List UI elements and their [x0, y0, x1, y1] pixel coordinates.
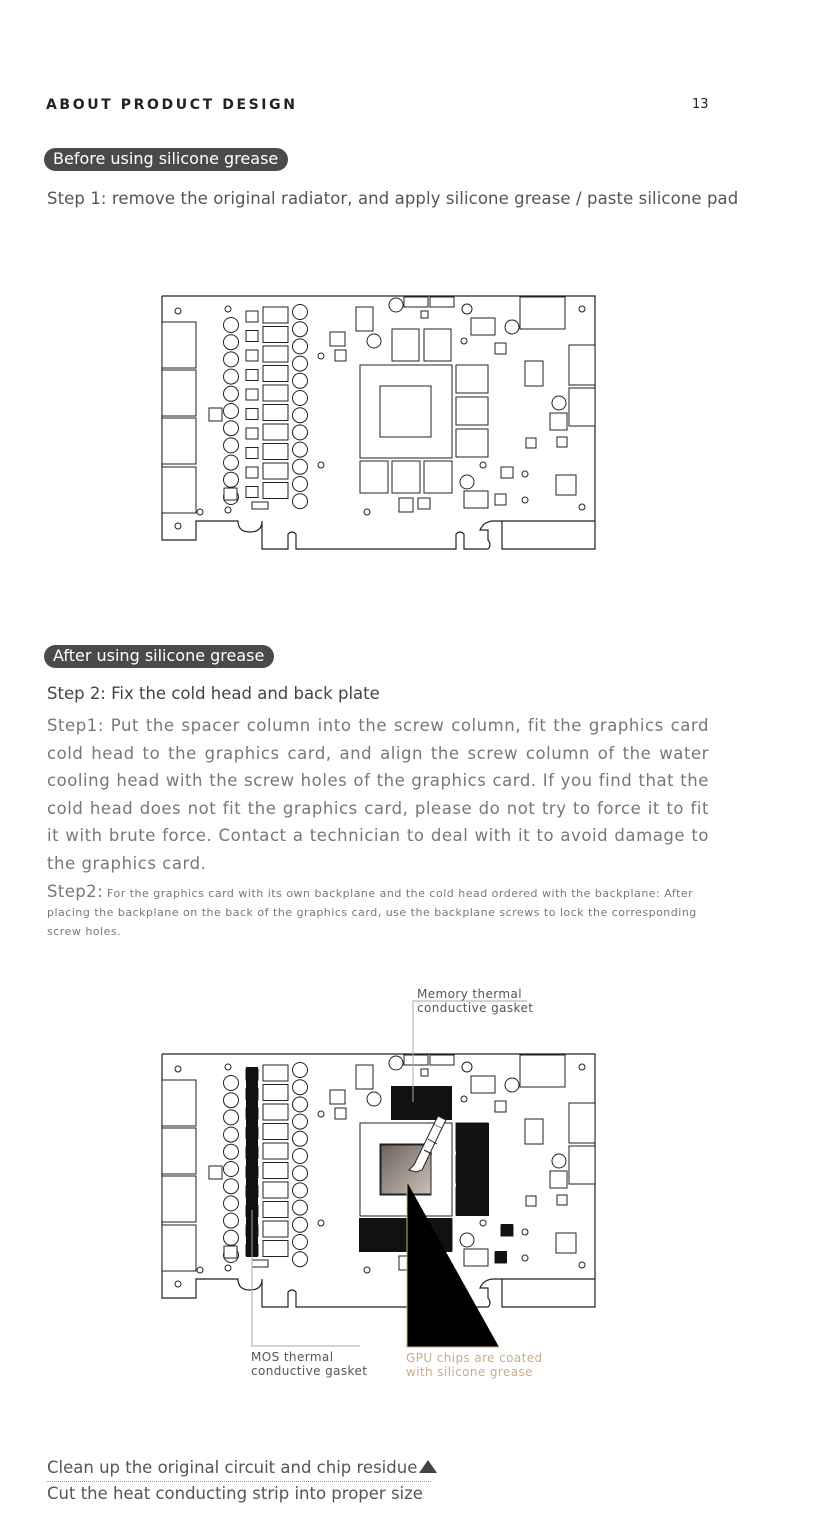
small-component	[421, 311, 428, 318]
connector-block	[569, 1103, 595, 1143]
inductor	[263, 366, 288, 382]
inductor	[263, 405, 288, 421]
small-component	[404, 297, 428, 307]
mounting-hole	[579, 1262, 585, 1268]
capacitor	[293, 1235, 308, 1250]
small-component	[526, 438, 536, 448]
connector-block	[162, 1176, 196, 1222]
gpu-grease-label: GPU chips are coated with silicone grease	[406, 1351, 543, 1379]
small-component	[399, 498, 413, 512]
mounting-hole	[175, 1066, 181, 1072]
capacitor	[505, 320, 519, 334]
small-component	[418, 498, 430, 509]
memory-chip	[392, 461, 420, 493]
small-component	[550, 413, 567, 430]
inductor	[263, 1221, 288, 1237]
inductor	[263, 1143, 288, 1159]
capacitor	[293, 1063, 308, 1078]
capacitor	[552, 396, 566, 410]
small-square	[246, 448, 258, 459]
inductor	[263, 1182, 288, 1198]
memory-chip	[456, 365, 488, 393]
small-component	[501, 467, 513, 478]
small-component	[356, 307, 373, 331]
small-square	[246, 311, 258, 322]
memory-chip	[424, 329, 451, 361]
memory-chip	[360, 461, 388, 493]
inductor	[263, 1085, 288, 1101]
small-component	[556, 1233, 576, 1253]
connector-block	[162, 1080, 196, 1126]
capacitor	[293, 425, 308, 440]
small-component	[526, 1196, 536, 1206]
capacitor	[293, 1217, 308, 1232]
small-component	[464, 491, 488, 508]
capacitor	[224, 404, 239, 419]
small-square	[246, 370, 258, 381]
capacitor	[224, 1127, 239, 1142]
capacitor	[293, 339, 308, 354]
small-component	[556, 475, 576, 495]
inductor	[263, 1163, 288, 1179]
small-component	[404, 1055, 428, 1065]
capacitor	[462, 1062, 472, 1072]
small-component	[335, 1108, 346, 1119]
inductor	[263, 463, 288, 479]
via	[364, 1267, 370, 1273]
small-component	[224, 488, 237, 500]
memory-thermal-pad	[391, 1086, 452, 1120]
capacitor	[224, 369, 239, 384]
step2-title: Step 2: Fix the cold head and back plate	[47, 684, 380, 703]
capacitor	[552, 1154, 566, 1168]
connector-block	[162, 322, 196, 368]
capacitor	[293, 1166, 308, 1181]
inductor	[263, 385, 288, 401]
capacitor	[224, 1213, 239, 1228]
via	[522, 497, 528, 503]
memory-thermal-pad	[495, 1251, 507, 1263]
connector-block	[569, 388, 595, 426]
capacitor	[293, 408, 308, 423]
small-component	[557, 1195, 567, 1205]
small-square	[246, 409, 258, 420]
small-component	[430, 297, 454, 307]
small-square	[246, 331, 258, 342]
mounting-hole	[175, 523, 181, 529]
board-diagram-after	[162, 1054, 595, 1307]
small-component	[421, 1069, 428, 1076]
step2-label: Step2:	[47, 882, 104, 901]
small-component	[525, 1119, 543, 1144]
capacitor	[293, 1200, 308, 1215]
small-component	[224, 1246, 237, 1258]
small-component	[330, 1090, 345, 1104]
capacitor	[293, 1252, 308, 1267]
via	[461, 1096, 467, 1102]
small-square	[246, 350, 258, 361]
via	[461, 338, 467, 344]
inductor	[263, 346, 288, 362]
inductor	[263, 1241, 288, 1257]
capacitor	[224, 421, 239, 436]
via	[318, 353, 324, 359]
before-badge: Before using silicone grease	[44, 148, 288, 171]
mounting-hole	[175, 1281, 181, 1287]
capacitor	[389, 1056, 403, 1070]
after-badge: After using silicone grease	[44, 645, 274, 668]
capacitor	[293, 322, 308, 337]
connector-block	[162, 467, 196, 513]
capacitor	[293, 494, 308, 509]
small-component	[209, 1166, 222, 1179]
capacitor	[293, 1097, 308, 1112]
inductor	[263, 1124, 288, 1140]
footer-line-1-text: Clean up the original circuit and chip residue	[47, 1458, 418, 1477]
inductor	[263, 1065, 288, 1081]
inductor	[263, 1202, 288, 1218]
capacitor	[505, 1078, 519, 1092]
via	[225, 1265, 231, 1271]
memory-thermal-pad	[501, 1224, 513, 1236]
connector-block	[569, 345, 595, 385]
page-number: 13	[692, 97, 709, 112]
small-component	[495, 1101, 506, 1112]
inductor	[263, 483, 288, 499]
small-component	[495, 343, 506, 354]
connector-block	[162, 1128, 196, 1174]
memory-chip	[456, 397, 488, 425]
capacitor	[460, 1233, 474, 1247]
small-square	[246, 428, 258, 439]
mos-gasket-label: MOS thermal conductive gasket	[251, 1350, 368, 1378]
dotted-divider	[47, 1481, 431, 1482]
via	[522, 1229, 528, 1235]
capacitor	[293, 1183, 308, 1198]
mounting-hole	[579, 504, 585, 510]
small-component	[464, 1249, 488, 1266]
via	[480, 462, 486, 468]
footer-line-2: Cut the heat conducting strip into proper size	[47, 1484, 423, 1503]
capacitor	[224, 1162, 239, 1177]
board-diagram-before	[162, 296, 595, 549]
via	[318, 1220, 324, 1226]
step1-instructions: Step1: Put the spacer column into the screw column, fit the graphics card cold head to the graphics card, and align the screw column of the water cooling head with the screw holes of the graphics card. If you find that the cold head does not fit the graphics card, please do not try to force it to fit it with brute force. Contact a technician to deal with it to avoid damage to the graphics card.	[47, 716, 709, 873]
capacitor	[293, 356, 308, 371]
capacitor	[224, 318, 239, 333]
connector-block	[162, 370, 196, 416]
via	[318, 462, 324, 468]
small-component	[209, 408, 222, 421]
small-square	[246, 467, 258, 478]
capacitor	[293, 1149, 308, 1164]
capacitor	[293, 459, 308, 474]
inductor	[263, 307, 288, 323]
via	[225, 507, 231, 513]
memory-chip	[456, 429, 488, 457]
memory-chip	[424, 461, 452, 493]
via	[364, 509, 370, 515]
connector-block	[162, 1225, 196, 1271]
capacitor	[293, 391, 308, 406]
capacitor	[293, 477, 308, 492]
capacitor	[224, 1179, 239, 1194]
small-component	[495, 494, 506, 505]
small-component	[520, 1055, 565, 1087]
capacitor	[224, 1076, 239, 1091]
step2-text: For the graphics card with its own backplane and the cold head ordered with the backplane: After placing the backplane on the back of the graphics card, use the backplane screws to lock the corresponding screw holes.	[47, 887, 697, 938]
capacitor	[224, 335, 239, 350]
small-component	[557, 437, 567, 447]
footer-line-1	[47, 1458, 437, 1477]
capacitor	[460, 475, 474, 489]
via	[522, 1255, 528, 1261]
memory-gasket-label: Memory thermal conductive gasket	[417, 987, 534, 1015]
capacitor	[224, 438, 239, 453]
capacitor	[224, 1144, 239, 1159]
capacitor	[462, 304, 472, 314]
inductor	[263, 1104, 288, 1120]
via	[318, 1111, 324, 1117]
mounting-hole	[579, 306, 585, 312]
capacitor	[389, 298, 403, 312]
memory-chip	[392, 329, 419, 361]
capacitor	[293, 1114, 308, 1129]
step1-remove-radiator-text: Step 1: remove the original radiator, and apply silicone grease / paste silicone pad	[47, 189, 739, 208]
capacitor	[293, 1080, 308, 1095]
page-header-title: ABOUT PRODUCT DESIGN	[46, 97, 298, 113]
capacitor	[224, 1093, 239, 1108]
capacitor	[367, 334, 381, 348]
small-component	[471, 1076, 495, 1093]
inductor	[263, 444, 288, 460]
capacitor	[224, 1196, 239, 1211]
via	[522, 471, 528, 477]
capacitor	[293, 373, 308, 388]
small-component	[356, 1065, 373, 1089]
inductor	[263, 424, 288, 440]
connector-block	[569, 1146, 595, 1184]
capacitor	[367, 1092, 381, 1106]
capacitor	[293, 1131, 308, 1146]
small-component	[525, 361, 543, 386]
mounting-hole	[197, 1267, 203, 1273]
small-component	[550, 1171, 567, 1188]
triangle-up-icon	[419, 1460, 437, 1473]
small-component	[335, 350, 346, 361]
inductor	[263, 327, 288, 343]
step2-instructions	[47, 882, 727, 941]
small-component	[520, 297, 565, 329]
capacitor	[293, 305, 308, 320]
small-component	[430, 1055, 454, 1065]
small-component	[471, 318, 495, 335]
small-component	[252, 1260, 268, 1267]
small-square	[246, 487, 258, 498]
capacitor	[224, 472, 239, 487]
capacitor	[224, 386, 239, 401]
capacitor	[224, 1110, 239, 1125]
capacitor	[224, 352, 239, 367]
capacitor	[224, 455, 239, 470]
small-component	[252, 502, 268, 509]
gpu-die	[380, 386, 431, 437]
via	[480, 1220, 486, 1226]
capacitor	[293, 442, 308, 457]
small-component	[330, 332, 345, 346]
via	[225, 1064, 231, 1070]
mounting-hole	[175, 308, 181, 314]
small-square	[246, 389, 258, 400]
mounting-hole	[579, 1064, 585, 1070]
via	[225, 306, 231, 312]
capacitor	[224, 1230, 239, 1245]
memory-thermal-pad	[456, 1123, 489, 1216]
connector-block	[162, 418, 196, 464]
mounting-hole	[197, 509, 203, 515]
